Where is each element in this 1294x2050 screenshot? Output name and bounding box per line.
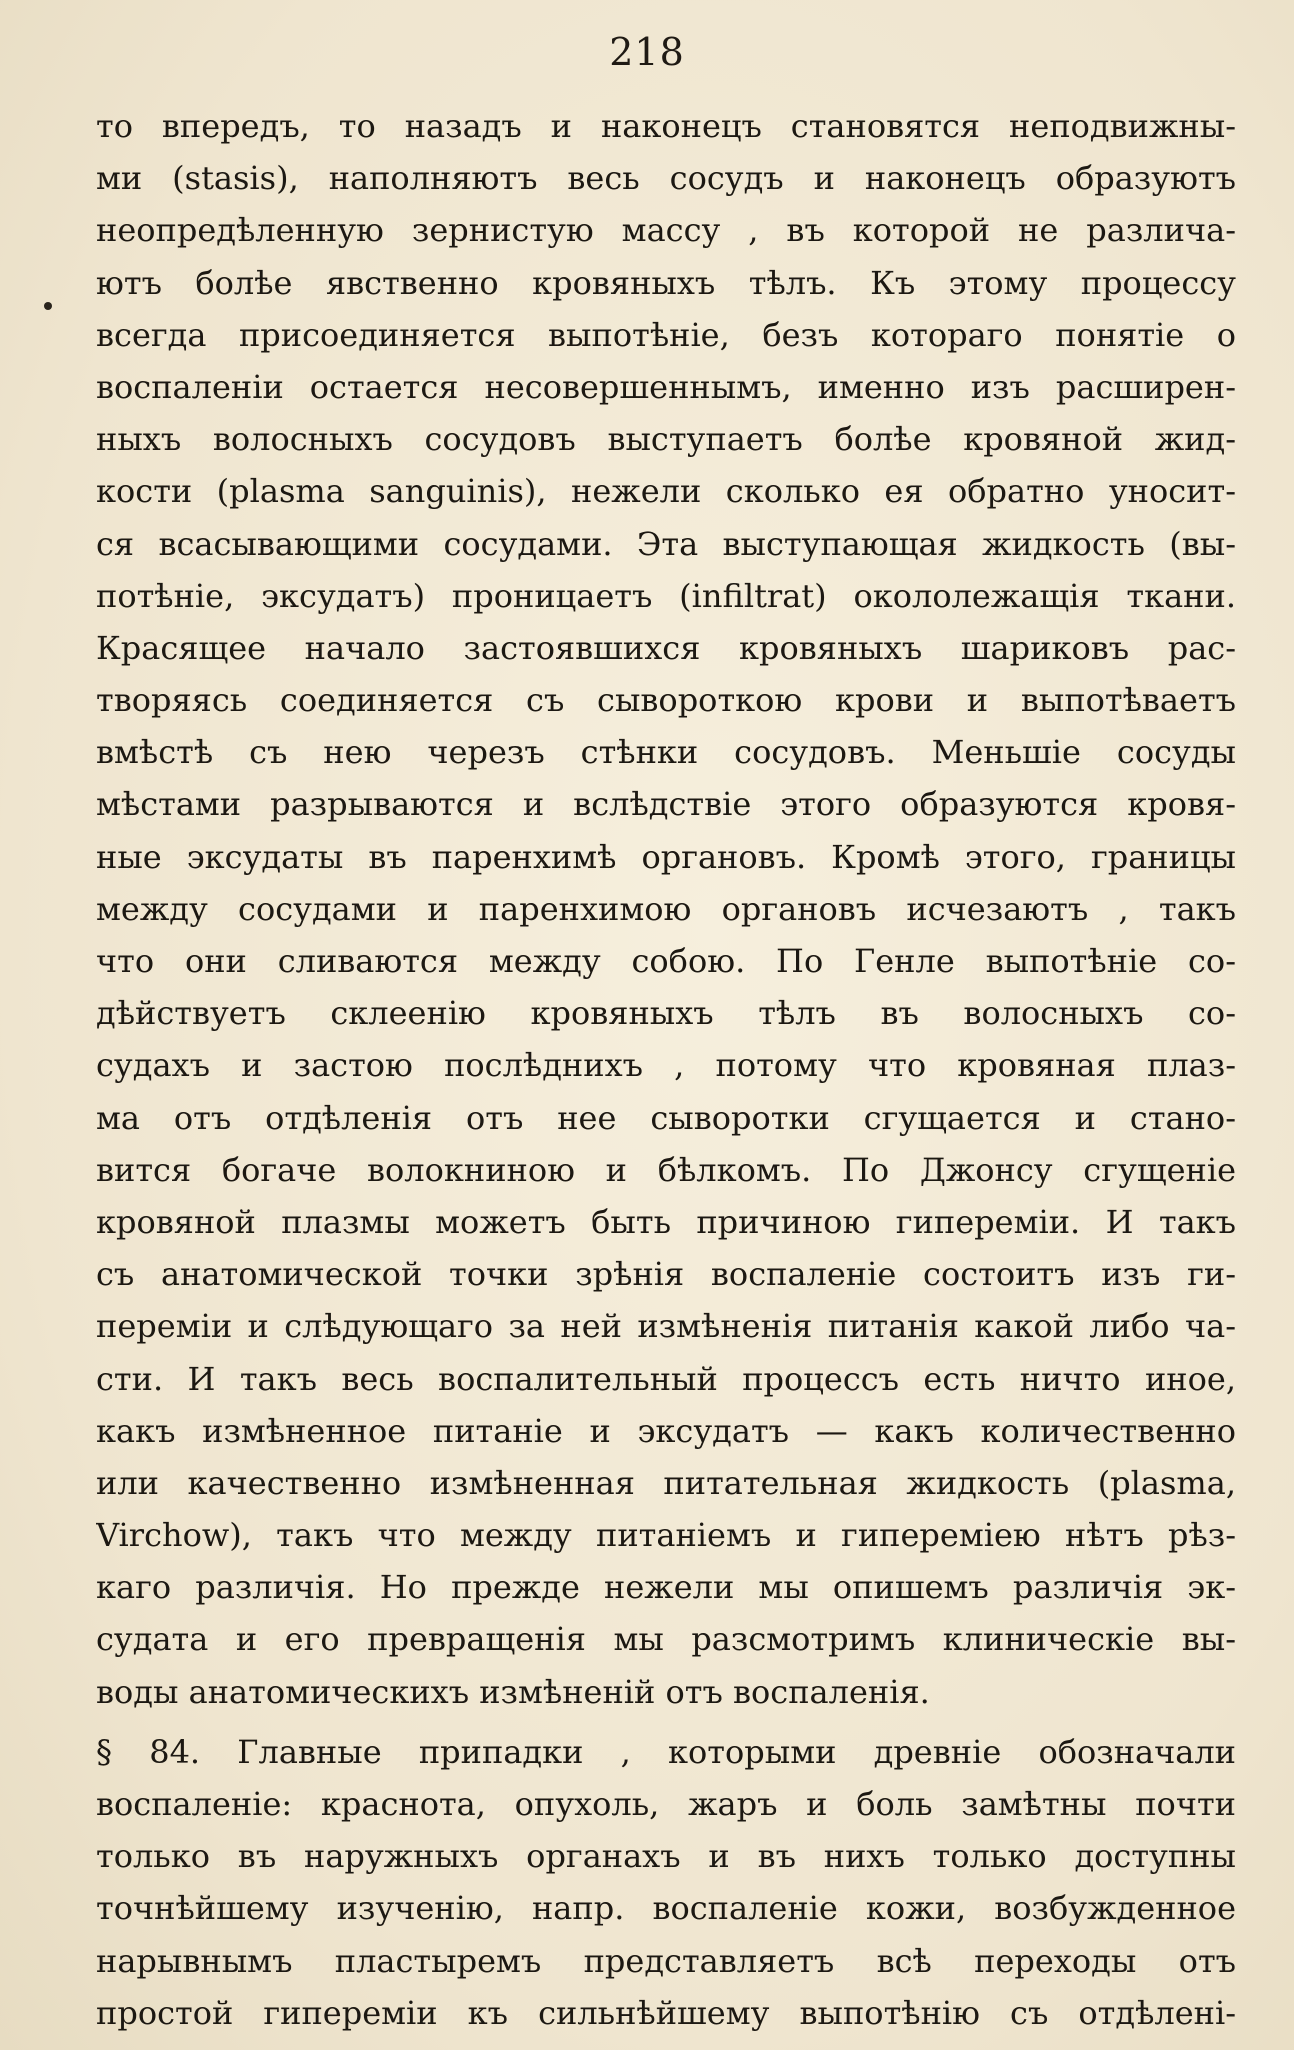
text-line: Virchow), такъ что между питаніемъ и гипереміею нѣтъ рѣз- [96, 1516, 1236, 1555]
paragraph-gap [96, 1718, 1236, 1726]
text-line: только въ наружныхъ органахъ и въ нихъ только доступны [96, 1837, 1236, 1876]
text-line: между сосудами и паренхимою органовъ исчезаютъ , такъ [96, 889, 1236, 928]
paragraph-2 [96, 1726, 1236, 2039]
text-line: каго различія. Но прежде нежели мы опишемъ различія эк- [96, 1568, 1236, 1607]
text-line: кости (plasma sanguinis), нежели сколько ея обратно уносит- [96, 472, 1236, 511]
text-line: всегда присоединяется выпотѣніе, безъ котораго понятіе о [96, 315, 1236, 354]
text-line: судата и его превращенія мы разсмотримъ клиническіе вы- [96, 1620, 1236, 1659]
text-line: творяясь соединяется съ сывороткою крови и выпотѣваетъ [96, 681, 1236, 720]
text-line: вмѣстѣ съ нею черезъ стѣнки сосудовъ. Меньшіе сосуды [96, 733, 1236, 772]
page-number: 218 [609, 30, 685, 74]
text-line: § 84. Главные припадки , которыми древніе обозначали [96, 1732, 1236, 1771]
body-text [96, 100, 1236, 2039]
text-line: потѣніе, эксудатъ) проницаетъ (infiltrat) окололежащія ткани. [96, 576, 1236, 615]
text-line: ютъ болѣе явственно кровяныхъ тѣлъ. Къ этому процессу [96, 263, 1236, 302]
text-line: ныхъ волосныхъ сосудовъ выступаетъ болѣе кровяной жид- [96, 420, 1236, 459]
text-line: кровяной плазмы можетъ быть причиною гипереміи. И такъ [96, 1202, 1236, 1241]
margin-mark [44, 302, 52, 310]
text-line: воды анатомическихъ измѣненій отъ воспаленія. [96, 1672, 930, 1711]
text-line: переміи и слѣдующаго за ней измѣненія питанія какой либо ча- [96, 1307, 1236, 1346]
text-line: мѣстами разрываются и вслѣдствіе этого образуются кровя- [96, 785, 1236, 824]
text-line: точнѣйшему изученію, напр. воспаленіе кожи, возбужденное [96, 1889, 1236, 1928]
text-line: ся всасывающими сосудами. Эта выступающая жидкость (вы- [96, 524, 1236, 563]
text-line: сти. И такъ весь воспалительный процессъ есть ничто иное, [96, 1359, 1236, 1398]
text-line: воспаленіе: краснота, опухоль, жаръ и боль замѣтны почти [96, 1785, 1236, 1823]
text-line: Красящее начало застоявшихся кровяныхъ шариковъ рас- [96, 628, 1236, 667]
text-line: судахъ и застою послѣднихъ , потому что кровяная плаз- [96, 1046, 1236, 1085]
text-line: ми (stasis), наполняютъ весь сосудъ и наконецъ образуютъ [96, 159, 1236, 198]
text-line: нарывнымъ пластыремъ представляетъ всѣ переходы отъ [96, 1941, 1236, 1980]
text-line: вится богаче волокниною и бѣлкомъ. По Джонсу сгущеніе [96, 1150, 1236, 1189]
text-line: то впередъ, то назадъ и наконецъ становятся неподвижны- [96, 107, 1236, 145]
text-line: что они сливаются между собою. По Генле выпотѣніе со- [96, 942, 1236, 980]
text-line: воспаленіи остается несовершеннымъ, именно изъ расширен- [96, 367, 1236, 406]
text-line: неопредѣленную зернистую массу , въ которой не различа- [96, 211, 1236, 250]
paragraph-1 [96, 100, 1236, 1718]
text-line: или качественно измѣненная питательная жидкость (plasma, [96, 1463, 1236, 1502]
text-line: простой гипереміи къ сильнѣйшему выпотѣнію съ отдѣлені- [96, 1993, 1236, 2032]
text-line: какъ измѣненное питаніе и эксудатъ — какъ количественно [96, 1411, 1236, 1450]
text-line: съ анатомической точки зрѣнія воспаленіе состоитъ изъ ги- [96, 1255, 1236, 1294]
text-line: ные эксудаты въ паренхимѣ органовъ. Кромѣ этого, границы [96, 837, 1236, 876]
text-line: дѣйствуетъ склеенію кровяныхъ тѣлъ въ волосныхъ со- [96, 994, 1236, 1033]
text-line: ма отъ отдѣленія отъ нее сыворотки сгущается и стано- [96, 1098, 1236, 1137]
